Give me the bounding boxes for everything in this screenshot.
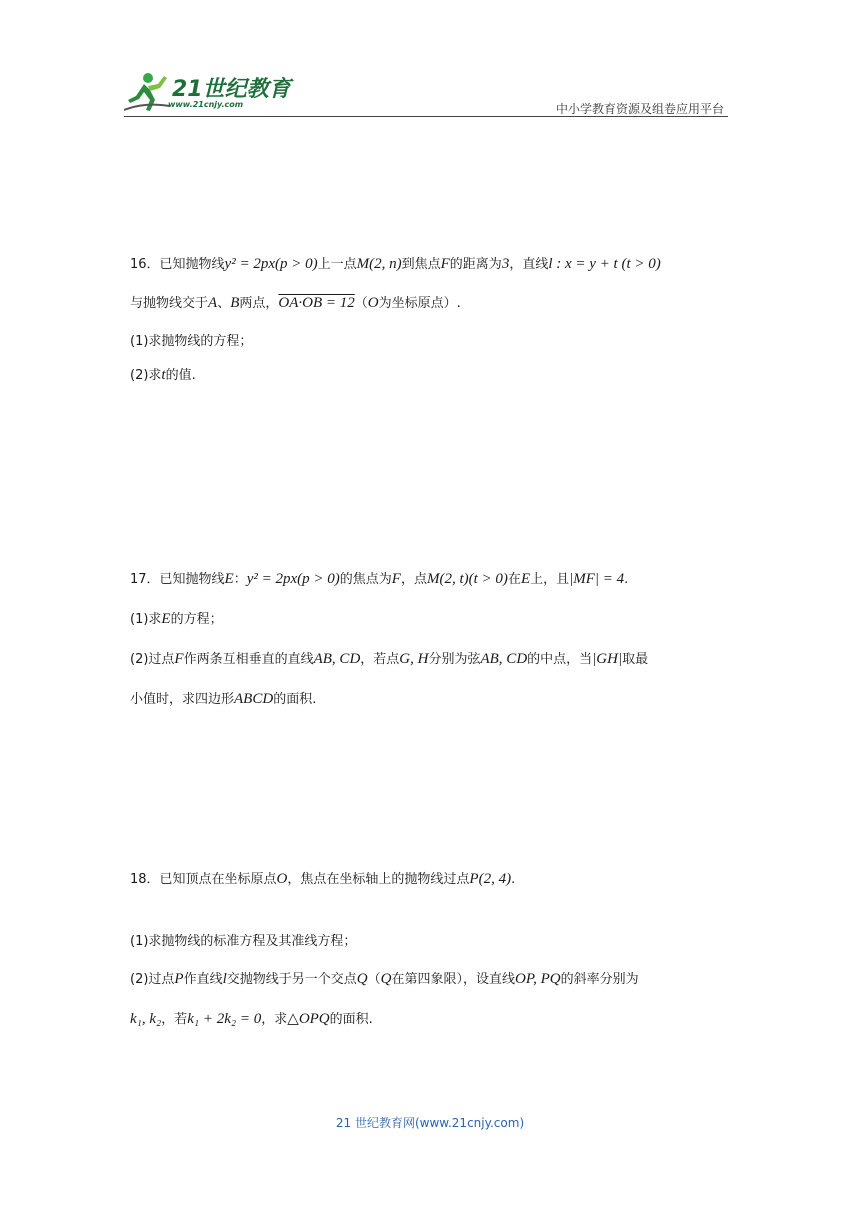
- q17-part2-line1: (2)过点F作两条互相垂直的直线AB, CD，若点G, H分别为弦AB, CD的中点，当|GH|取最: [130, 651, 649, 667]
- q18-part2-line1: (2)过点P作直线l交抛物线于另一个交点Q（Q在第四象限），设直线OP, PQ的斜率分别为: [130, 971, 639, 987]
- brand-logo: [124, 70, 294, 118]
- footer-link[interactable]: 21 世纪教育网(www.21cnjy.com): [335, 1116, 525, 1130]
- brand-url: www.21cnjy.com: [168, 100, 244, 109]
- q18-part1: (1)求抛物线的标准方程及其准线方程；: [130, 934, 357, 949]
- q18-line1: 18．已知顶点在坐标原点O，焦点在坐标轴上的抛物线过点P(2, 4).: [130, 871, 516, 887]
- brand-name: 21世纪教育: [172, 77, 291, 102]
- header-divider: [124, 116, 728, 117]
- q16-line1: 16．已知抛物线y² = 2px(p > 0)上一点M(2, n)到焦点F的距离为3，直线l : x = y + t (t > 0): [130, 256, 661, 272]
- platform-title: 中小学教育资源及组卷应用平台: [555, 102, 724, 116]
- q17-part1: (1)求E的方程；: [130, 611, 223, 627]
- q17-part2-line2: 小值时，求四边形ABCD的面积.: [130, 691, 317, 707]
- q16-line2: 与抛物线交于A、B两点，OA·OB = 12（O为坐标原点）.: [130, 295, 461, 311]
- q16-part2: (2)求t的值.: [130, 367, 196, 383]
- q17-line1: 17．已知抛物线E：y² = 2px(p > 0)的焦点为F，点M(2, t)(t > 0)在E上，且|MF| = 4.: [130, 571, 629, 587]
- runner-logo-icon: [124, 70, 170, 114]
- q16-part1: (1)求抛物线的方程；: [130, 334, 253, 349]
- q18-part2-line2: k₁, k₂，若k₁ + 2k₂ = 0，求△OPQ的面积.: [130, 1011, 373, 1027]
